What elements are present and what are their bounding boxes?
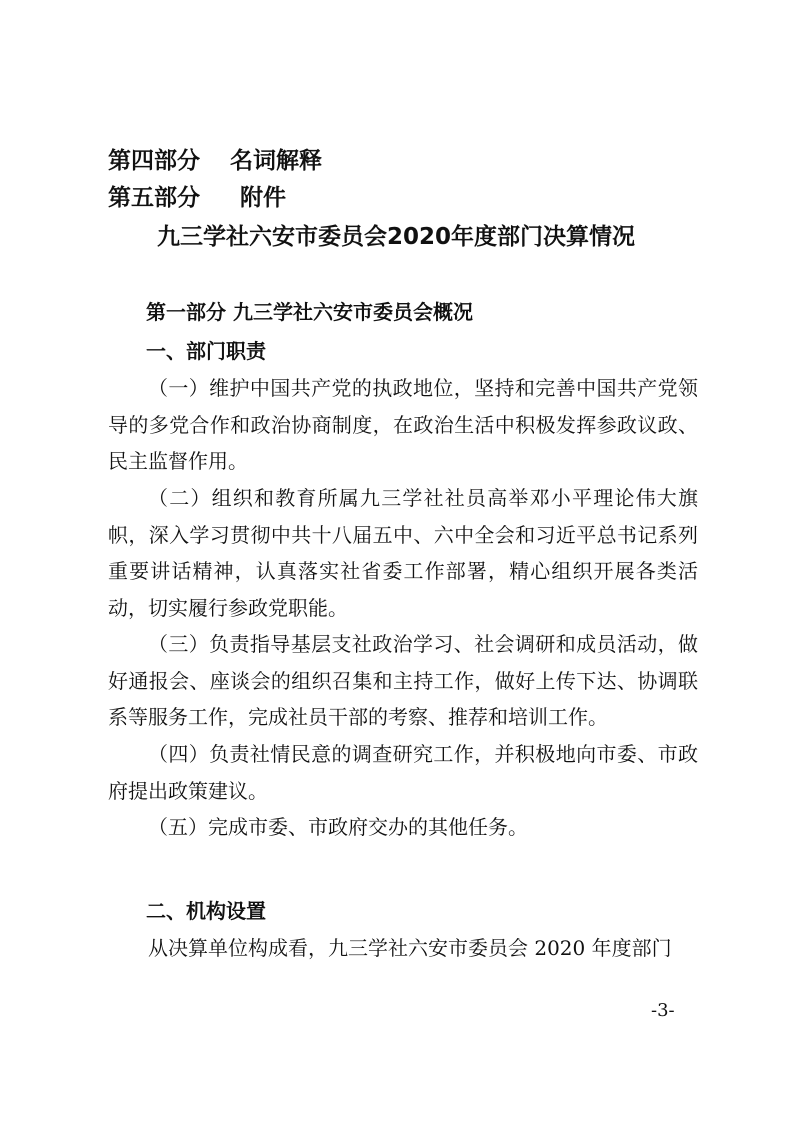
part1-heading: 第一部分 九三学社六安市委员会概况 [146, 300, 473, 324]
toc-item-part4 [108, 150, 322, 173]
section2-paragraph: 从决算单位构成看，九三学社六安市委员会 2020 年度部门 [148, 936, 672, 960]
duty-paragraph-5: （五）完成市委、市政府交办的其他任务。 [148, 815, 528, 839]
toc-part-label: 第五部分 [108, 185, 200, 211]
section2-heading: 二、机构设置 [146, 899, 266, 923]
toc-part-label: 第四部分 [108, 148, 200, 174]
toc-part-name: 附件 [240, 185, 286, 211]
toc-part-name: 名词解释 [230, 148, 322, 174]
toc-item-part5 [108, 187, 286, 210]
document-title: 九三学社六安市委员会2020年度部门决算情况 [157, 224, 636, 250]
page-number: -3- [651, 1000, 675, 1021]
duty-paragraph-3: （三）负责指导基层支社政治学习、社会调研和成员活动，做好通报会、座谈会的组织召集和主持工作，做好上传下达、协调联系等服务工作，完成社员干部的考察、推荐和培训工作。 [108, 632, 698, 729]
duty-paragraph-2: （二）组织和教育所属九三学社社员高举邓小平理论伟大旗帜，深入学习贯彻中共十八届五中、六中全会和习近平总书记系列重要讲话精神，认真落实社省委工作部署，精心组织开展各类活动，切实履行参政党职能。 [108, 486, 698, 620]
section1-heading: 一、部门职责 [146, 339, 266, 363]
duty-paragraph-1: （一）维护中国共产党的执政地位，坚持和完善中国共产党领导的多党合作和政治协商制度，在政治生活中积极发挥参政议政、民主监督作用。 [108, 376, 698, 473]
duty-paragraph-4: （四）负责社情民意的调查研究工作，并积极地向市委、市政府提出政策建议。 [108, 742, 698, 803]
